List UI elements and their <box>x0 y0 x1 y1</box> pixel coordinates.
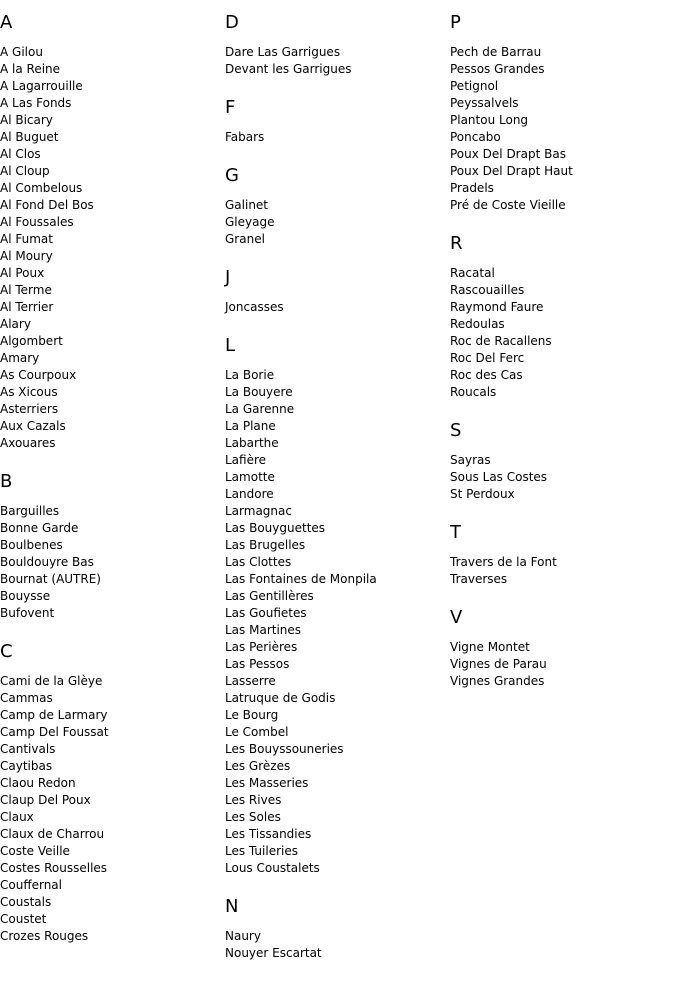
place-name-link[interactable]: Claux de Charrou <box>0 827 105 841</box>
section-letter-heading: D <box>225 12 239 33</box>
place-name-link[interactable]: Camp Del Foussat <box>0 725 109 739</box>
place-name-link[interactable]: Granel <box>225 232 265 246</box>
place-name-list <box>225 299 450 316</box>
place-name-link[interactable]: St Perdoux <box>450 487 515 501</box>
place-name-link[interactable]: Pradels <box>450 181 494 195</box>
letter-section <box>0 473 225 622</box>
place-name-link[interactable]: Las Martines <box>225 623 302 637</box>
place-name-link[interactable]: Les Bouyssouneries <box>225 742 344 756</box>
place-name-link[interactable]: Las Brugelles <box>225 538 306 552</box>
index-column <box>225 0 450 962</box>
place-name-link[interactable]: Pessos Grandes <box>450 62 545 76</box>
letter-section <box>225 14 450 78</box>
letter-section <box>225 99 450 146</box>
place-name-link[interactable]: Gleyage <box>225 215 275 229</box>
index-column <box>0 0 225 945</box>
place-name-link[interactable]: Al Moury <box>0 249 53 263</box>
place-name-link[interactable]: La Garenne <box>225 402 295 416</box>
place-name-link[interactable]: Las Bouyguettes <box>225 521 326 535</box>
place-name-link[interactable]: Crozes Rouges <box>0 929 89 943</box>
place-name-link[interactable]: Nouyer Escartat <box>225 946 322 960</box>
place-name-link[interactable]: A Gilou <box>0 45 43 59</box>
section-letter-heading: L <box>225 335 236 356</box>
place-name-link[interactable]: Al Fumat <box>0 232 53 246</box>
place-name-link[interactable]: As Xicous <box>0 385 58 399</box>
section-letter-heading: J <box>225 267 231 288</box>
place-name-link[interactable]: Al Buguet <box>0 130 59 144</box>
place-name-list <box>450 265 675 401</box>
place-name-link[interactable]: Pré de Coste Vieille <box>450 198 566 212</box>
place-name-link[interactable]: Les Masseries <box>225 776 309 790</box>
section-letter-heading: S <box>450 420 462 441</box>
place-name-link[interactable]: Roucals <box>450 385 497 399</box>
place-name-link[interactable]: Roc des Cas <box>450 368 523 382</box>
place-name-list <box>225 367 450 877</box>
place-name-link[interactable]: Bonne Garde <box>0 521 79 535</box>
place-name-link[interactable]: Sous Las Costes <box>450 470 548 484</box>
place-name-list <box>225 197 450 248</box>
place-name-link[interactable]: Fabars <box>225 130 265 144</box>
letter-section <box>225 898 450 962</box>
place-name-link[interactable]: Cantivals <box>0 742 56 756</box>
place-name-link[interactable]: Travers de la Font <box>450 555 557 569</box>
place-name-link[interactable]: Coste Veille <box>0 844 70 858</box>
letter-section <box>225 337 450 877</box>
index-column <box>450 0 675 690</box>
place-name-link[interactable]: Camp de Larmary <box>0 708 108 722</box>
section-letter-heading: B <box>0 471 13 492</box>
place-name-link[interactable]: Al Terme <box>0 283 52 297</box>
section-letter-heading: A <box>0 12 13 33</box>
place-name-link[interactable]: Las Gentillères <box>225 589 314 603</box>
section-letter-heading: F <box>225 97 236 118</box>
place-name-link[interactable]: Bufovent <box>0 606 55 620</box>
place-name-link[interactable]: A Lagarrouille <box>0 79 83 93</box>
place-name-link[interactable]: Lasserre <box>225 674 276 688</box>
place-name-link[interactable]: Le Bourg <box>225 708 279 722</box>
place-name-link[interactable]: Las Perières <box>225 640 298 654</box>
place-name-link[interactable]: Las Goufietes <box>225 606 307 620</box>
place-name-link[interactable]: La Plane <box>225 419 276 433</box>
place-name-link[interactable]: Cami de la Glèye <box>0 674 103 688</box>
place-name-link[interactable]: Bouldouyre Bas <box>0 555 94 569</box>
letter-section <box>0 14 225 452</box>
place-name-link[interactable]: Dare Las Garrigues <box>225 45 341 59</box>
place-name-list <box>225 129 450 146</box>
letter-section <box>450 524 675 588</box>
place-name-link[interactable]: Landore <box>225 487 274 501</box>
place-name-link[interactable]: Petignol <box>450 79 499 93</box>
letter-section <box>225 269 450 316</box>
place-name-link[interactable]: Barguilles <box>0 504 60 518</box>
place-name-list <box>450 44 675 214</box>
place-name-list <box>450 554 675 588</box>
place-name-link[interactable]: Cammas <box>0 691 53 705</box>
place-name-link[interactable]: Les Grèzes <box>225 759 291 773</box>
place-name-list <box>225 44 450 78</box>
place-name-list <box>0 673 225 945</box>
section-letter-heading: P <box>450 12 461 33</box>
place-name-link[interactable]: Vignes de Parau <box>450 657 547 671</box>
place-name-link[interactable]: Lamotte <box>225 470 275 484</box>
place-name-link[interactable]: Naury <box>225 929 261 943</box>
place-name-link[interactable]: Coustals <box>0 895 52 909</box>
place-name-link[interactable]: Axouares <box>0 436 56 450</box>
place-name-link[interactable]: A Las Fonds <box>0 96 72 110</box>
section-letter-heading: C <box>0 641 13 662</box>
place-name-link[interactable]: Al Bicary <box>0 113 53 127</box>
place-name-link[interactable]: Joncasses <box>225 300 284 314</box>
section-letter-heading: T <box>450 522 461 543</box>
place-name-link[interactable]: Vigne Montet <box>450 640 530 654</box>
place-name-link[interactable]: Algombert <box>0 334 63 348</box>
letter-section <box>450 422 675 503</box>
place-name-link[interactable]: Bournat (AUTRE) <box>0 572 101 586</box>
place-name-list <box>450 639 675 690</box>
place-name-link[interactable]: Claup Del Poux <box>0 793 91 807</box>
place-name-link[interactable]: Al Clos <box>0 147 41 161</box>
place-name-link[interactable]: Traverses <box>450 572 508 586</box>
place-name-list <box>0 503 225 622</box>
place-name-link[interactable]: Al Combelous <box>0 181 83 195</box>
place-name-link[interactable]: Vignes Grandes <box>450 674 545 688</box>
place-name-link[interactable]: Caytibas <box>0 759 53 773</box>
place-name-link[interactable]: Latruque de Godis <box>225 691 336 705</box>
place-name-link[interactable]: Roc de Racallens <box>450 334 552 348</box>
place-name-link[interactable]: As Courpoux <box>0 368 77 382</box>
place-name-link[interactable]: Poux Del Drapt Bas <box>450 147 566 161</box>
place-name-link[interactable]: Lafière <box>225 453 267 467</box>
place-name-link[interactable]: Larmagnac <box>225 504 292 518</box>
place-name-link[interactable]: Bouysse <box>0 589 51 603</box>
letter-section <box>450 14 675 214</box>
place-name-link[interactable]: Rascouailles <box>450 283 525 297</box>
place-name-link[interactable]: Al Foussales <box>0 215 74 229</box>
place-name-link[interactable]: Las Pessos <box>225 657 290 671</box>
place-name-link[interactable]: Al Poux <box>0 266 45 280</box>
place-name-link[interactable]: Alary <box>0 317 31 331</box>
section-letter-heading: N <box>225 896 239 917</box>
place-name-link[interactable]: Plantou Long <box>450 113 529 127</box>
place-name-link[interactable]: Redoulas <box>450 317 505 331</box>
place-name-link[interactable]: Costes Rousselles <box>0 861 108 875</box>
place-name-link[interactable]: La Borie <box>225 368 275 382</box>
place-name-link[interactable]: Racatal <box>450 266 495 280</box>
place-name-link[interactable]: Galinet <box>225 198 269 212</box>
place-name-link[interactable]: La Bouyere <box>225 385 293 399</box>
place-name-link[interactable]: Les Tuileries <box>225 844 298 858</box>
place-name-list <box>225 928 450 962</box>
place-name-link[interactable]: Devant les Garrigues <box>225 62 352 76</box>
letter-section <box>450 235 675 401</box>
letter-section <box>450 609 675 690</box>
place-name-link[interactable]: Al Terrier <box>0 300 54 314</box>
place-name-link[interactable]: Poux Del Drapt Haut <box>450 164 573 178</box>
place-name-link[interactable]: Aux Cazals <box>0 419 66 433</box>
place-name-link[interactable]: Amary <box>0 351 40 365</box>
place-name-link[interactable]: Raymond Faure <box>450 300 544 314</box>
place-name-list <box>0 44 225 452</box>
place-name-link[interactable]: Boulbenes <box>0 538 63 552</box>
place-name-list <box>450 452 675 503</box>
place-name-link[interactable]: Poncabo <box>450 130 501 144</box>
place-name-link[interactable]: Asterriers <box>0 402 59 416</box>
section-letter-heading: R <box>450 233 463 254</box>
place-name-link[interactable]: Al Fond Del Bos <box>0 198 94 212</box>
place-name-link[interactable]: Le Combel <box>225 725 289 739</box>
place-name-link[interactable]: Las Clottes <box>225 555 292 569</box>
place-name-link[interactable]: Couffernal <box>0 878 62 892</box>
place-name-link[interactable]: A la Reine <box>0 62 61 76</box>
place-name-link[interactable]: Les Soles <box>225 810 281 824</box>
section-letter-heading: G <box>225 165 239 186</box>
place-name-link[interactable]: Las Fontaines de Monpila <box>225 572 377 586</box>
letter-section <box>0 643 225 945</box>
place-name-link[interactable]: Claux <box>0 810 34 824</box>
place-name-link[interactable]: Al Cloup <box>0 164 50 178</box>
section-letter-heading: V <box>450 607 463 628</box>
place-name-link[interactable]: Roc Del Ferc <box>450 351 525 365</box>
place-name-link[interactable]: Lous Coustalets <box>225 861 320 875</box>
place-name-link[interactable]: Peyssalvels <box>450 96 519 110</box>
place-name-link[interactable]: Pech de Barrau <box>450 45 542 59</box>
place-name-link[interactable]: Les Rives <box>225 793 282 807</box>
place-name-link[interactable]: Sayras <box>450 453 491 467</box>
place-name-link[interactable]: Claou Redon <box>0 776 76 790</box>
place-name-link[interactable]: Les Tissandies <box>225 827 312 841</box>
letter-section <box>225 167 450 248</box>
place-name-link[interactable]: Labarthe <box>225 436 279 450</box>
place-name-link[interactable]: Coustet <box>0 912 47 926</box>
